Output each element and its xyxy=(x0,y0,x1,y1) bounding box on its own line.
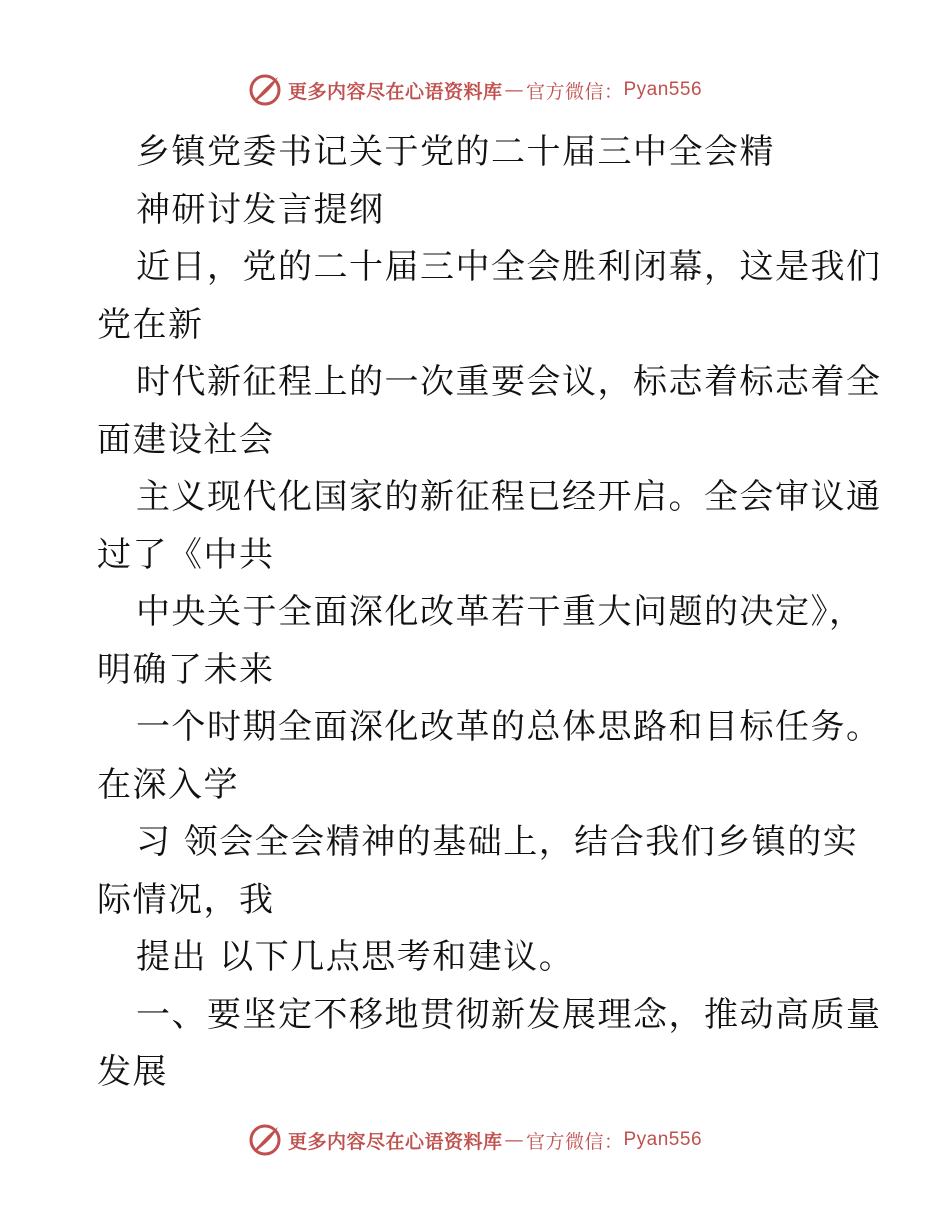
feather-pen-circle-icon xyxy=(248,73,282,107)
banner-wechat-label: 官方微信： xyxy=(525,1130,624,1153)
banner-main-text: 更多内容尽在心语资料库 xyxy=(287,1130,503,1153)
title-line-1: 乡镇党委书记关于党的二十届三中全会精 xyxy=(136,132,775,172)
document-body xyxy=(97,124,882,1102)
paragraph-line: 近日，党的二十届三中全会胜利闭幕，这是我们 xyxy=(136,247,882,287)
banner-main-text: 更多内容尽在心语资料库 xyxy=(287,80,503,103)
banner-dash: — xyxy=(504,1129,524,1151)
paragraph-line: 提出 以下几点思考和建议。 xyxy=(136,937,575,977)
paragraph-line: 过了《中共 xyxy=(97,534,275,575)
section-heading-line: 发展 xyxy=(97,1052,168,1092)
paragraph-line: 一个时期全面深化改革的总体思路和目标任务。 xyxy=(136,707,882,747)
title-line-2: 神研讨发言提纲 xyxy=(136,189,385,230)
banner-wechat-id: Pyan556 xyxy=(623,1129,703,1150)
paragraph-line: 时代新征程上的一次重要会议，标志着标志着全 xyxy=(136,362,882,402)
paragraph-line: 习 领会全会精神的基础上，结合我们乡镇的实 xyxy=(136,822,859,862)
banner-wechat-label: 官方微信： xyxy=(525,80,624,103)
feather-pen-circle-icon xyxy=(248,1123,282,1157)
header-watermark-banner xyxy=(0,70,950,110)
paragraph-line: 党在新 xyxy=(97,304,204,345)
paragraph-line: 主义现代化国家的新征程已经开启。全会审议通 xyxy=(136,477,882,517)
section-heading-line: 一、要坚定不移地贯彻新发展理念，推动高质量 xyxy=(136,994,882,1035)
banner-dash: — xyxy=(504,79,524,101)
paragraph-line: 面建设社会 xyxy=(97,419,275,460)
paragraph-line: 在深入学 xyxy=(97,764,239,805)
banner-wechat-id: Pyan556 xyxy=(623,79,703,100)
footer-watermark-banner xyxy=(0,1120,950,1160)
paragraph-line: 中央关于全面深化改革若干重大问题的决定》， xyxy=(136,592,865,632)
paragraph-line: 际情况，我 xyxy=(97,879,275,920)
paragraph-line: 明确了未来 xyxy=(97,649,275,690)
